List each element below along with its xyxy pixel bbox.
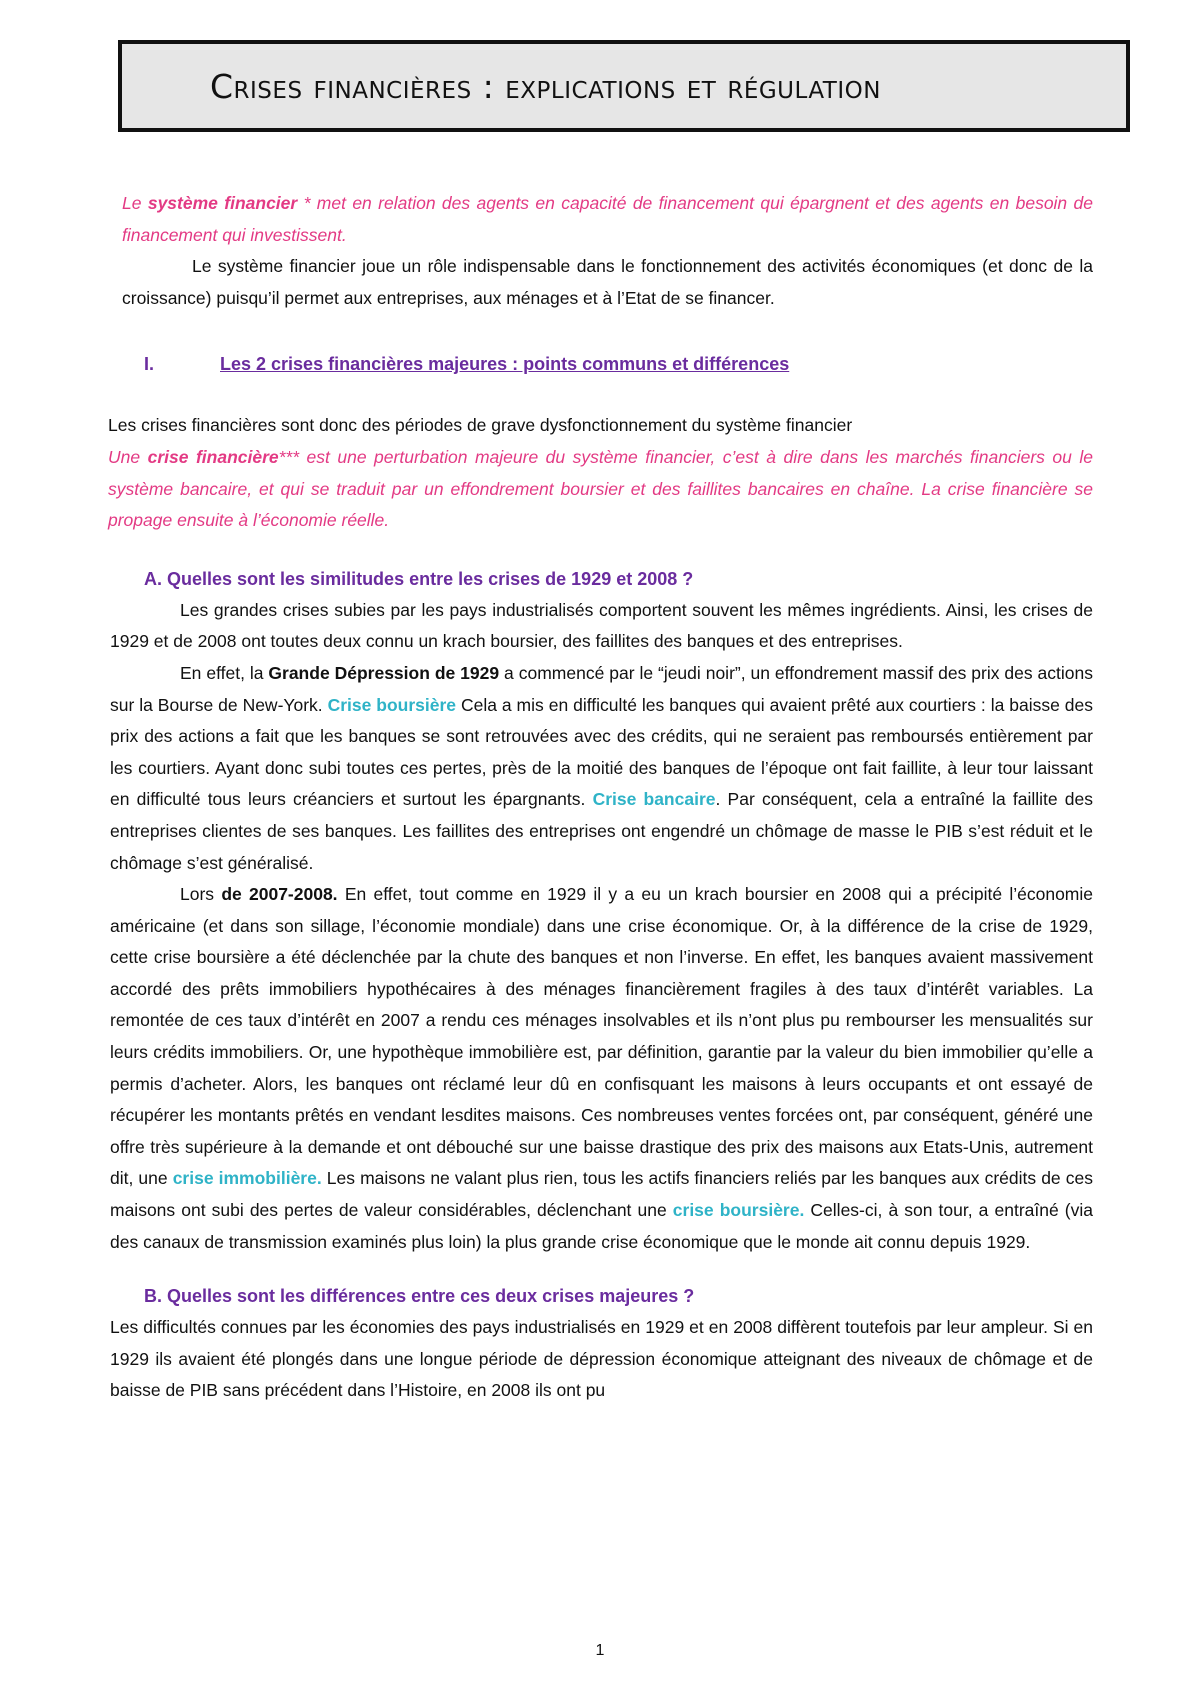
section-heading-1 xyxy=(110,348,1093,380)
document-body xyxy=(110,188,1093,1407)
term-2007-2008: de 2007-2008. xyxy=(221,884,338,905)
section-title: Les 2 crises financières majeures : points communs et différences xyxy=(220,354,790,375)
definition-financial-system: Le système financier * met en relation des agents en capacité de financement qui épargnent et des agents en besoin de financement qui investissent. xyxy=(122,193,1094,245)
keyword-stock-crisis: Crise boursière xyxy=(327,694,457,715)
differences-paragraph: Les difficultés connues par les économies des pays industrialisés en 1929 et en 2008 diffèrent toutefois par leur ampleur. Si en 1929 ils avaient été plongés dans une longue période de dépression économique atteignant des niveaux de chômage et de baisse de PIB sans précédent dans l’Histoire, en 2008 ils ont pu xyxy=(110,1317,1093,1401)
term-great-depression: Grande Dépression de 1929 xyxy=(268,662,500,683)
subsection-heading-a: A. Quelles sont les similitudes entre les crises de 1929 et 2008 ? xyxy=(144,568,694,589)
page-number: 1 xyxy=(595,1642,605,1659)
paragraph-1929: En effet, la Grande Dépression de 1929 a commencé par le “jeudi noir”, un effondrement massif des prix des actions sur la Bourse de New-York. Crise boursière Cela a mis en difficulté les banques qui avaient prêté aux courtiers : la baisse des prix des actions a fait que les banques se sont retrouvées avec des crédits, qui ne seraient pas remboursés entièrement par les courtiers. Ayant donc subi toutes ces pertes, près de la moitié des banques de l’époque ont fait faillite, à leur tour laissant en difficulté tous leurs créanciers et surtout les épargnants. Crise bancaire. Par conséquent, cela a entraîné la faillite des entreprises clientes de ses banques. Les faillites des entreprises ont engendré un chômage de masse le PIB s’est réduit et le chômage s’est généralisé. xyxy=(110,662,1094,873)
intro-paragraph: Le système financier joue un rôle indispensable dans le fonctionnement des activités économiques (et donc de la croissance) puisqu’il permet aux entreprises, aux ménages et à l’Etat de se financer. xyxy=(122,256,1093,308)
title-box xyxy=(118,40,1130,132)
keyword-stock-crisis-2: crise boursière. xyxy=(672,1200,805,1221)
keyword-real-estate-crisis: crise immobilière. xyxy=(172,1168,322,1189)
term-financial-crisis: crise financière xyxy=(147,446,279,467)
page-title: Crises financières : explications et régulation xyxy=(210,66,881,106)
definition-financial-crisis: Une crise financière*** est une perturbation majeure du système financier, c’est à dire dans les marchés financiers ou le système bancaire, et qui se traduit par un effondrement boursier et des faillites bancaires en chaîne. La crise financière se propage ensuite à l’économie réelle. xyxy=(108,446,1093,531)
keyword-bank-crisis: Crise bancaire xyxy=(592,789,716,810)
section-number: I. xyxy=(144,354,155,375)
paragraph-2008: Lors de 2007-2008. En effet, tout comme en 1929 il y a eu un krach boursier en 2008 qui a précipité l’économie américaine (et dans son sillage, l’économie mondiale) dans une crise économique. Or, à la différence de la crise de 1929, cette crise boursière a été déclenchée par la chute des banques et non l’inverse. En effet, les banques avaient massivement accordé des prêts immobiliers hypothécaires à des ménages financièrement fragiles à des taux d’intérêt variables. La remontée de ces taux d’intérêt en 2007 a rendu ces ménages insolvables et ils n’ont plus pu rembourser les mensualités sur leurs crédits immobiliers. Or, une hypothèque immobilière est, par définition, garantie par la valeur du bien immobilier qu’elle a permis d’acheter. Alors, les banques ont réclamé leur dû en confisquant les maisons à leurs occupants et ont essayé de récupérer les montants prêtés en vendant lesdites maisons. Ces nombreuses ventes forcées ont, par conséquent, généré une offre très supérieure à la demande et ont débouché sur une baisse drastique des prix des maisons aux Etats-Unis, autrement dit, une crise immobilière. Les maisons ne valant plus rien, tous les actifs financiers reliés par les banques aux crédits de ces maisons ont subi des pertes de valeur considérables, déclenchant une crise boursière. Celles-ci, à son tour, a entraîné (via des canaux de transmission examinés plus loin) la plus grande crise économique que le monde ait connu depuis 1929. xyxy=(110,884,1094,1252)
subsection-heading-b: B. Quelles sont les différences entre ces deux crises majeures ? xyxy=(144,1286,695,1307)
term-financial-system: système financier xyxy=(147,193,298,213)
crises-paragraph: Les crises financières sont donc des périodes de grave dysfonctionnement du système financier xyxy=(108,415,853,436)
similarities-paragraph: Les grandes crises subies par les pays industrialisés comportent souvent les mêmes ingrédients. Ainsi, les crises de 1929 et de 2008 ont toutes deux connu un krach boursier, des faillites des banques et des entreprises. xyxy=(110,599,1093,652)
